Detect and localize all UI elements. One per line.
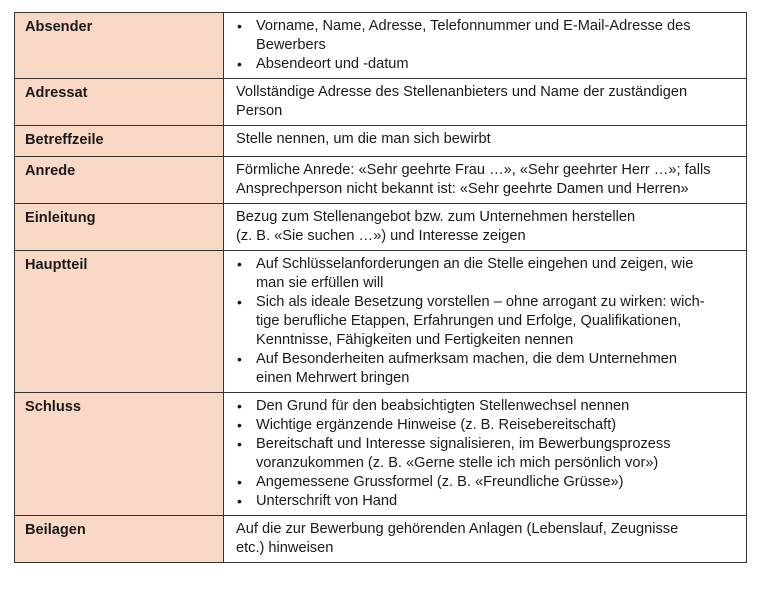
bullet-item: • Den Grund für den beabsichtigten Stellenwechsel nennen bbox=[256, 397, 738, 416]
table-row-adressat bbox=[15, 79, 747, 126]
table-row-einleitung bbox=[15, 204, 747, 251]
bullet-item: • Absendeort und -datum bbox=[256, 55, 738, 74]
table-row-absender bbox=[15, 13, 747, 79]
row-content-text: Förmliche Anrede: «Sehr geehrte Frau …», «Sehr geehrter Herr …»; falls Ansprechperson nicht bekannt ist: «Sehr geehrte Damen und Herren» bbox=[224, 157, 747, 204]
bullet-list bbox=[236, 397, 738, 511]
bullet-item: • Angemessene Grussformel (z. B. «Freundliche Grüsse») bbox=[256, 473, 738, 492]
bullet-list bbox=[236, 255, 738, 388]
table-row-anrede bbox=[15, 157, 747, 204]
row-label: Einleitung bbox=[15, 204, 224, 251]
row-content bbox=[224, 393, 747, 516]
table-row-hauptteil bbox=[15, 251, 747, 393]
row-content bbox=[224, 13, 747, 79]
row-label: Adressat bbox=[15, 79, 224, 126]
bullet-item: • Unterschrift von Hand bbox=[256, 492, 738, 511]
row-label: Schluss bbox=[15, 393, 224, 516]
row-content bbox=[224, 251, 747, 393]
row-content-text: Stelle nennen, um die man sich bewirbt bbox=[224, 126, 747, 157]
bullet-item: • Wichtige ergänzende Hinweise (z. B. Reisebereitschaft) bbox=[256, 416, 738, 435]
bullet-item: • Bereitschaft und Interesse signalisieren, im Bewerbungsprozess voranzukommen (z. B. «Gerne stelle ich mich persönlich vor») bbox=[256, 435, 738, 473]
table-row-beilagen bbox=[15, 516, 747, 563]
row-content-text: Bezug zum Stellenangebot bzw. zum Unternehmen herstellen (z. B. «Sie suchen …») und Interesse zeigen bbox=[224, 204, 747, 251]
table-body bbox=[15, 13, 747, 563]
row-label: Absender bbox=[15, 13, 224, 79]
bullet-item: • Vorname, Name, Adresse, Telefonnummer und E-Mail-Adresse des Bewerbers bbox=[256, 17, 738, 55]
bullet-item: • Auf Besonderheiten aufmerksam machen, die dem Unternehmen einen Mehrwert bringen bbox=[256, 350, 738, 388]
bullet-item: • Sich als ideale Besetzung vorstellen – ohne arrogant zu wirken: wich- tige berufliche Etappen, Erfahrungen und Erfolge, Qualifikationen, Kenntnisse, Fähigkeiten und Fertigkeiten nennen bbox=[256, 293, 738, 350]
row-label: Hauptteil bbox=[15, 251, 224, 393]
letter-structure-table bbox=[14, 12, 747, 563]
bullet-item: • Auf Schlüsselanforderungen an die Stelle eingehen und zeigen, wie man sie erfüllen will bbox=[256, 255, 738, 293]
row-label: Anrede bbox=[15, 157, 224, 204]
bullet-list bbox=[236, 17, 738, 74]
row-label: Betreffzeile bbox=[15, 126, 224, 157]
row-content-text: Auf die zur Bewerbung gehörenden Anlagen (Lebenslauf, Zeugnisse etc.) hinweisen bbox=[224, 516, 747, 563]
row-content-text: Vollständige Adresse des Stellenanbieters und Name der zuständigen Person bbox=[224, 79, 747, 126]
row-label: Beilagen bbox=[15, 516, 224, 563]
table-row-betreffzeile bbox=[15, 126, 747, 157]
table-row-schluss bbox=[15, 393, 747, 516]
letter-structure-table-wrapper bbox=[14, 12, 747, 563]
